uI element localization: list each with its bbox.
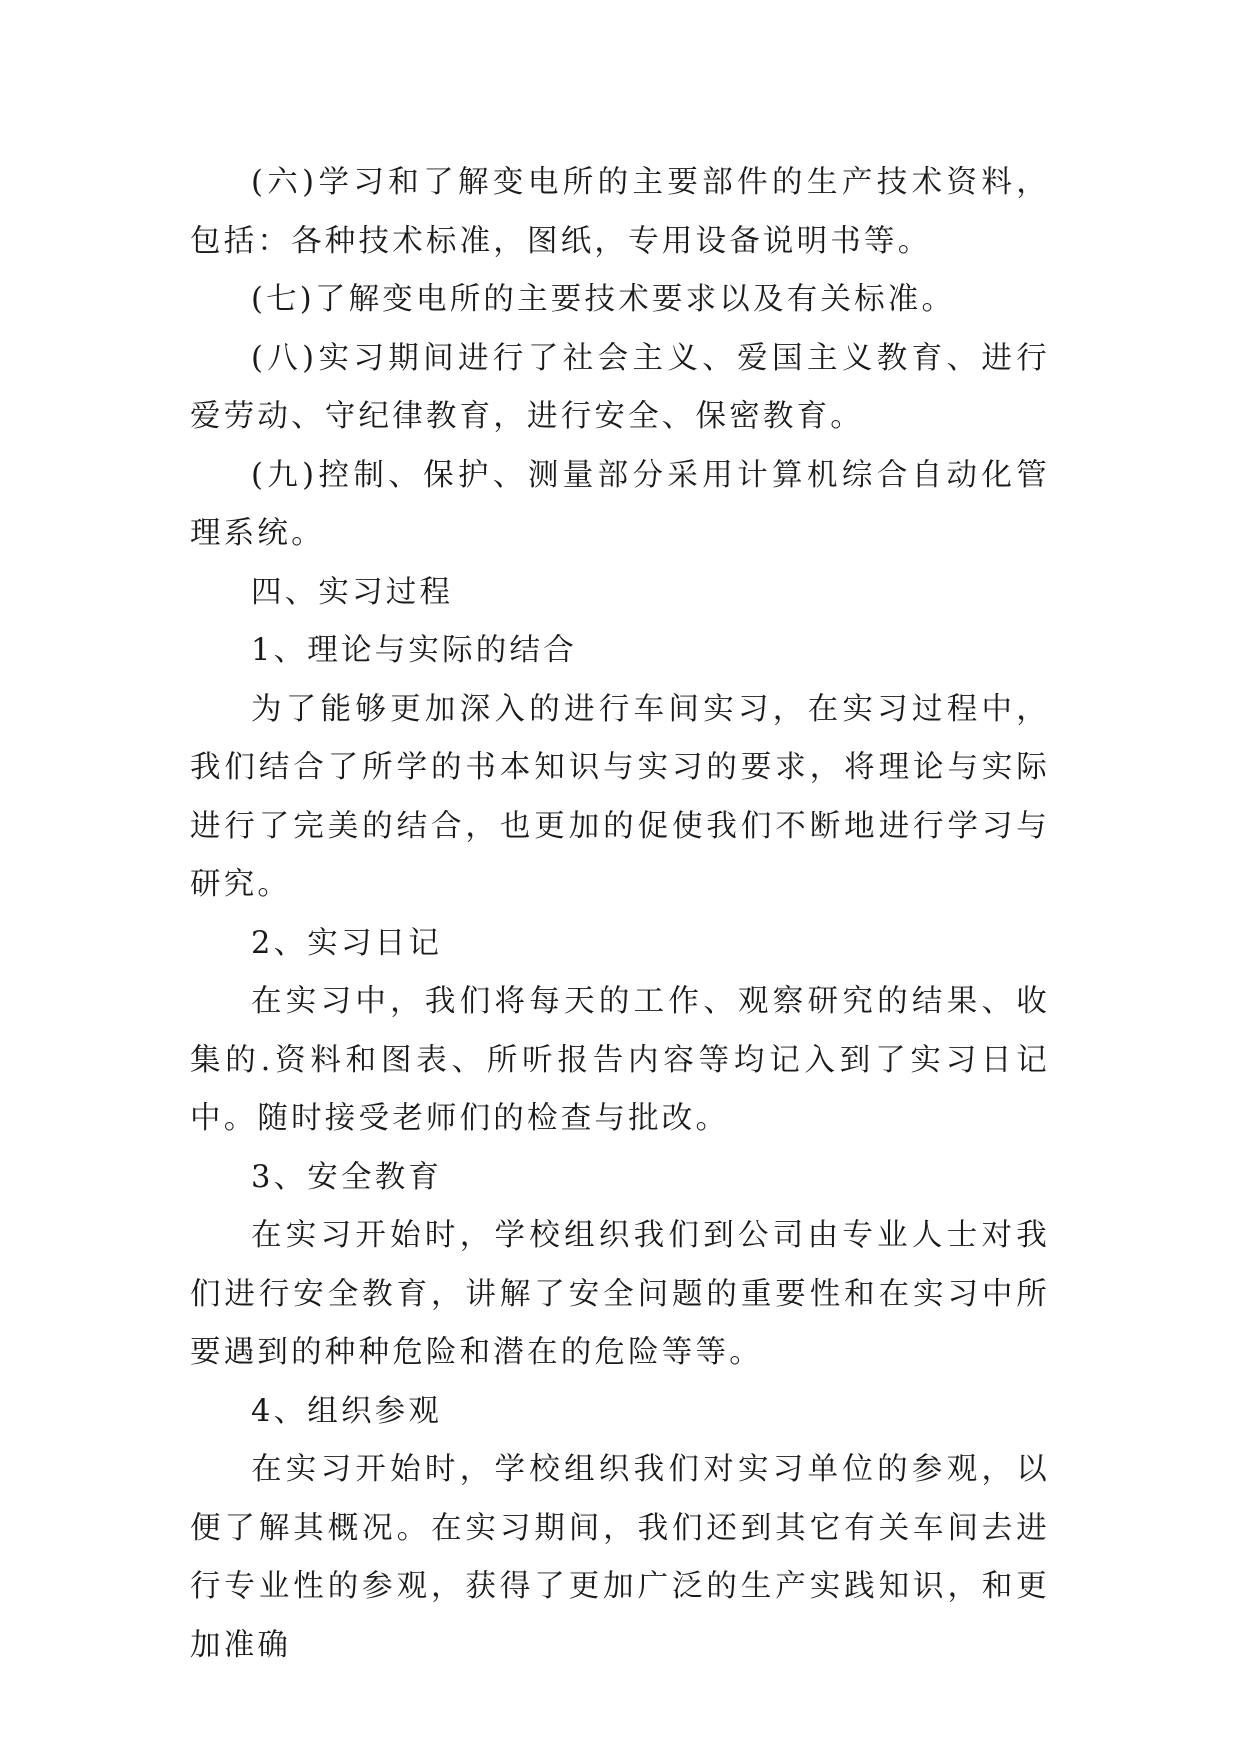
item-nine-paragraph: (九)控制、保护、测量部分采用计算机综合自动化管理系统。	[190, 457, 1050, 551]
section-four-heading: 四、实习过程	[251, 574, 454, 610]
theory-practice-paragraph: 为了能够更加深入的进行车间实习，在实习过程中，我们结合了所学的书本知识与实习的要求，将理论与实际进行了完美的结合，也更加的促使我们不断地进行学习与研究。	[190, 691, 1050, 902]
visit-paragraph: 在实习开始时，学校组织我们对实习单位的参观，以便了解其概况。在实习期间，我们还到其它有关车间去进行专业性的参观，获得了更加广泛的生产实践知识，和更加准确	[190, 1452, 1050, 1663]
document-body	[190, 154, 1050, 1675]
subsection-4-heading: 4、组织参观	[251, 1393, 443, 1429]
subsection-3-heading: 3、安全教育	[251, 1159, 443, 1195]
safety-paragraph: 在实习开始时，学校组织我们到公司由专业人士对我们进行安全教育，讲解了安全问题的重要性和在实习中所要遇到的种种危险和潜在的危险等等。	[190, 1218, 1050, 1370]
item-seven-paragraph: (七)了解变电所的主要技术要求以及有关标准。	[251, 282, 956, 317]
diary-paragraph: 在实习中，我们将每天的工作、观察研究的结果、收集的.资料和图表、所听报告内容等均记入到了实习日记中。随时接受老师们的检查与批改。	[190, 984, 1050, 1136]
item-six-paragraph: (六)学习和了解变电所的主要部件的生产技术资料，包括：各种技术标准，图纸，专用设备说明书等。	[190, 165, 1050, 259]
subsection-2-heading: 2、实习日记	[251, 925, 443, 961]
subsection-1-heading: 1、理论与实际的结合	[251, 633, 577, 668]
item-eight-paragraph: (八)实习期间进行了社会主义、爱国主义教育、进行爱劳动、守纪律教育，进行安全、保密教育。	[190, 340, 1050, 434]
